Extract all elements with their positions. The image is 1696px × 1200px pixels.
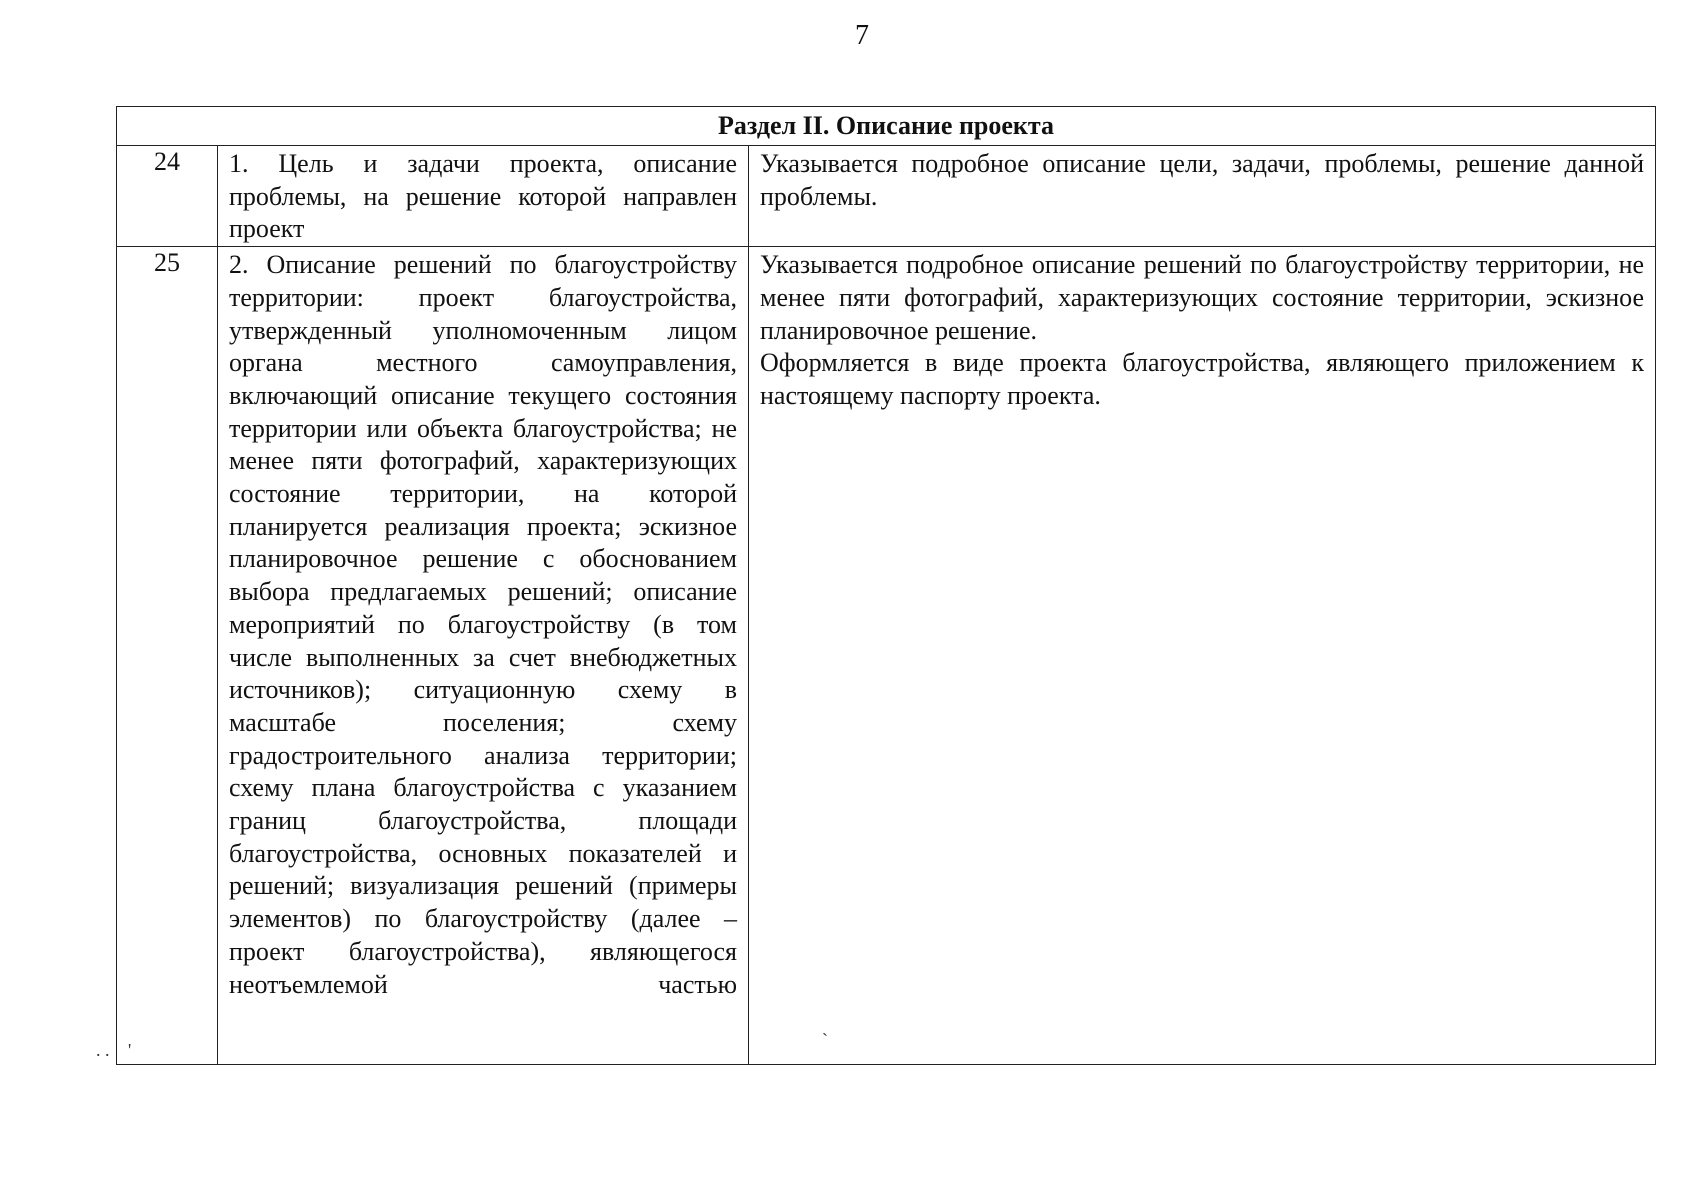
project-description-table bbox=[116, 106, 1656, 1065]
section-title: Раздел II. Описание проекта bbox=[117, 107, 1656, 146]
row-item-text: 2. Описание решений по благоустройству территории: проект благоустройства, утвержденный уполномоченным лицом органа местного самоуправления, включающий описание текущего состояния территории или объекта благоустройства; не менее пяти фотографий, характеризующих состояние территории, на которой планируется реализация проекта; эскизное планировочное решение с обоснованием выбора предлагаемых решений; описание мероприятий по благоустройству (в том числе выполненных за счет внебюджетных источников); ситуационную схему в масштабе поселения; схему градостроительного анализа территории; схему плана благоустройства с указанием границ благоустройства, площади благоустройства, основных показателей и решений; визуализация решений (примеры элементов) по благоустройству (далее – проект благоустройства), являющегося неотъемлемой частью bbox=[218, 247, 749, 1065]
description-paragraph: Указывается подробное описание решений по благоустройству территории, не менее пяти фотографий, характеризующих состояние территории, эскизное планировочное решение. bbox=[760, 250, 1645, 345]
table-row bbox=[117, 247, 1656, 1065]
row-number: 25 bbox=[117, 247, 218, 1065]
scan-artifact-mark: ' bbox=[128, 1040, 132, 1060]
page-number: 7 bbox=[855, 20, 869, 51]
scan-artifact-mark: ` bbox=[822, 1030, 828, 1050]
row-item-text: 1. Цель и задачи проекта, описание проблемы, на решение которой направлен проект bbox=[218, 146, 749, 247]
scan-artifact-mark: . . bbox=[96, 1040, 110, 1060]
row-number: 24 bbox=[117, 146, 218, 247]
row-description bbox=[749, 247, 1656, 1065]
description-paragraph: Оформляется в виде проекта благоустройства, являющего приложением к настоящему паспорту проекта. bbox=[760, 348, 1645, 410]
section-header-row bbox=[117, 107, 1656, 146]
table-row bbox=[117, 146, 1656, 247]
description-paragraph: Указывается подробное описание цели, задачи, проблемы, решение данной проблемы. bbox=[760, 149, 1645, 211]
row-description bbox=[749, 146, 1656, 247]
